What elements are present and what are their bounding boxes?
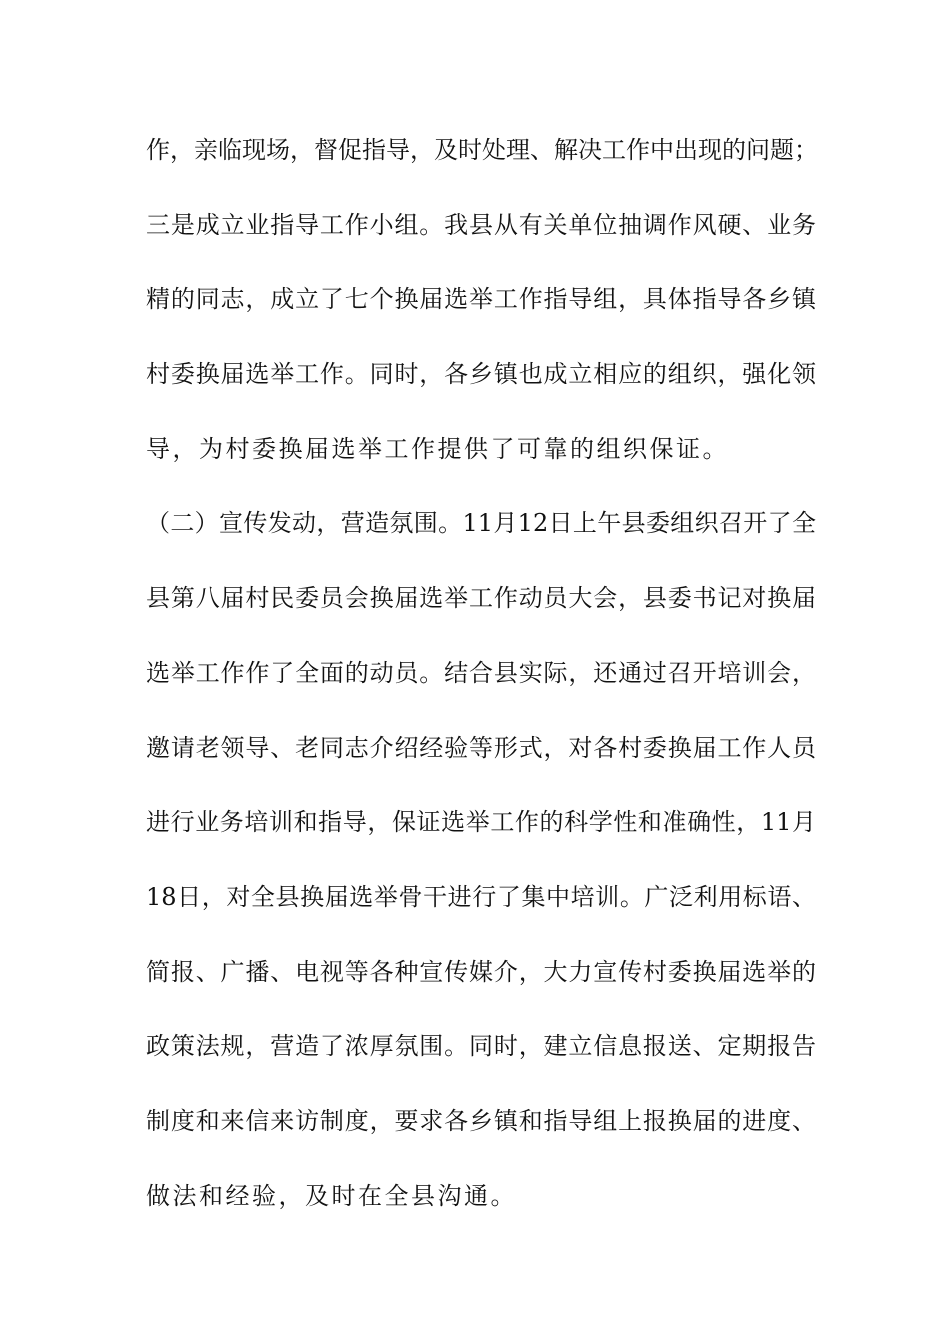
text-line: 选举工作作了全面的动员。结合县实际，还通过召开培训会，	[146, 658, 816, 687]
body-text	[146, 128, 816, 1248]
text-line: 精的同志，成立了七个换届选举工作指导组，具体指导各乡镇	[146, 285, 816, 314]
text-line: 政策法规，营造了浓厚氛围。同时，建立信息报送、定期报告	[146, 1032, 816, 1061]
text-line: 18日，对全县换届选举骨干进行了集中培训。广泛利用标语、	[146, 882, 816, 911]
text-line: 邀请老领导、老同志介绍经验等形式，对各村委换届工作人员	[146, 733, 816, 762]
text-line: 村委换届选举工作。同时，各乡镇也成立相应的组织，强化领	[146, 360, 816, 389]
text-line: 三是成立业指导工作小组。我县从有关单位抽调作风硬、业务	[146, 210, 816, 239]
text-line: 制度和来信来访制度，要求各乡镇和指导组上报换届的进度、	[146, 1106, 816, 1135]
text-line: 做法和经验，及时在全县沟通。	[146, 1181, 517, 1210]
text-line: 简报、广播、电视等各种宣传媒介，大力宣传村委换届选举的	[146, 957, 816, 986]
text-line: 作，亲临现场，督促指导，及时处理、解决工作中出现的问题；	[146, 136, 818, 164]
text-line: （二）宣传发动，营造氛围。11月12日上午县委组织召开了全	[146, 509, 816, 538]
text-line: 县第八届村民委员会换届选举工作动员大会，县委书记对换届	[146, 584, 816, 613]
text-line: 导，为村委换届选举工作提供了可靠的组织保证。	[146, 434, 729, 463]
text-line: 进行业务培训和指导，保证选举工作的科学性和准确性，11月	[146, 808, 816, 837]
